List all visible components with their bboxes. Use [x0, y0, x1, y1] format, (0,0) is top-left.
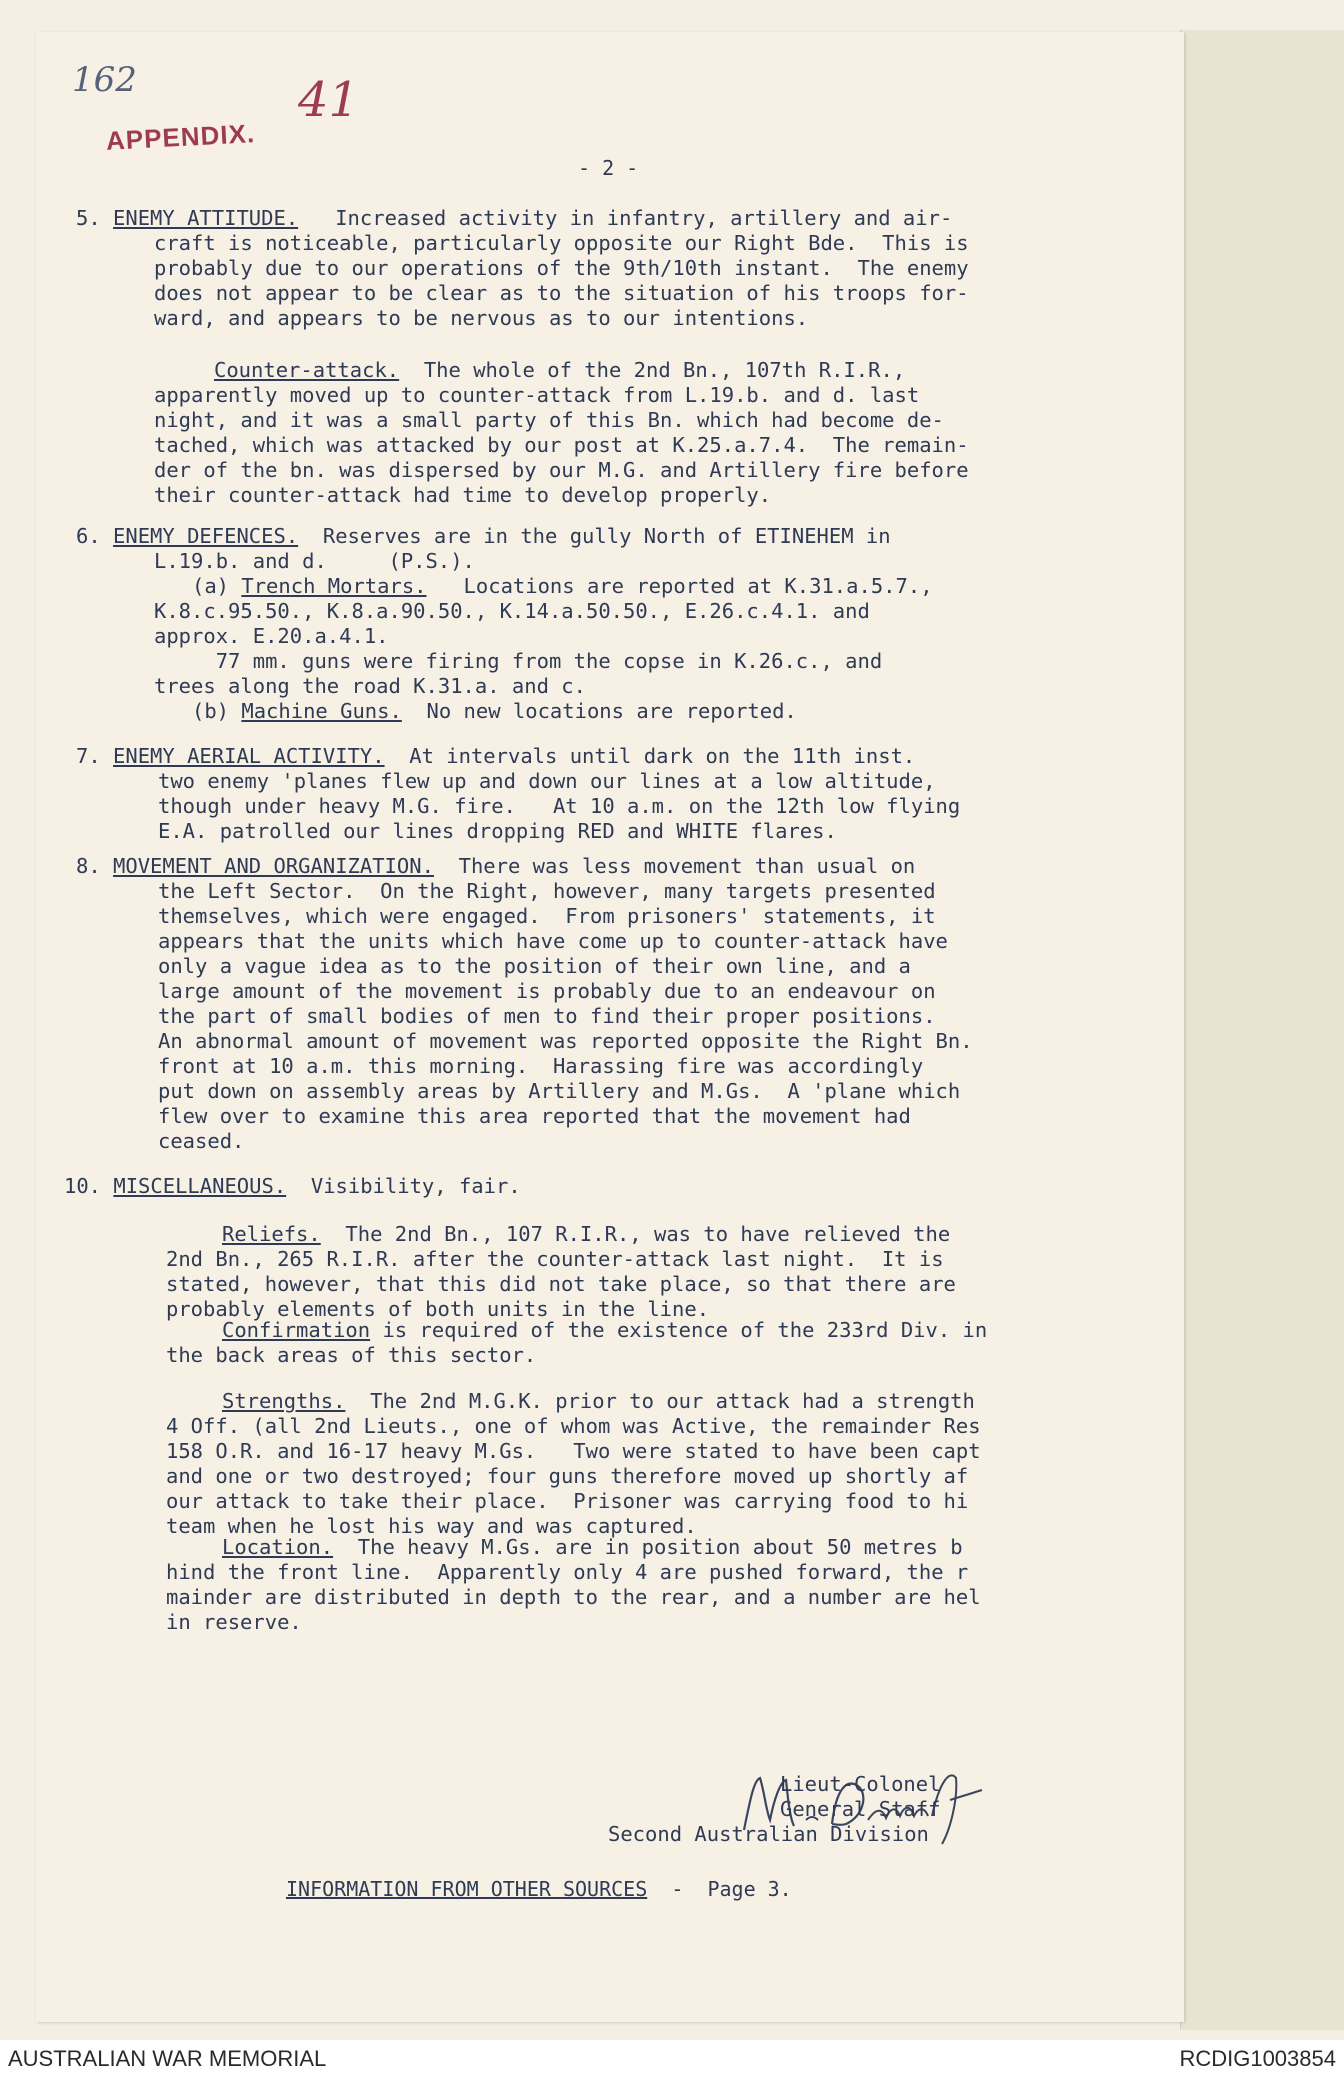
section-text: There was less movement than usual on: [433, 854, 916, 878]
footer-heading: INFORMATION FROM OTHER SOURCES: [286, 1877, 648, 1901]
section-5-body: craft is noticeable, particularly opposite our Right Bde. This is probably due to our operations of the 9th/10th instant. The enemy does not appear to be clear as to the situation of his troops for- ward, and appears to be nervous as to our intentions.: [154, 231, 969, 330]
archive-id: RCDIG1003854: [1179, 2046, 1336, 2071]
sub-text: The 2nd Bn., 107 R.I.R., was to have relieved the: [320, 1222, 951, 1246]
strengths-body: 4 Off. (all 2nd Lieuts., one of whom was Active, the remainder Res 158 O.R. and 16-17 heavy M.Gs. Two were stated to have been capt and one or two destroyed; four guns therefore moved up shortly af our attack to take their place. Prisoner was carrying food to hi team when he lost his way and was captured.: [166, 1414, 981, 1538]
section-number: 5.: [76, 206, 101, 230]
trench-mortars-heading-line: [192, 574, 933, 599]
location-body: hind the front line. Apparently only 4 are pushed forward, the r mainder are distributed in depth to the rear, and a number are hel in reserve.: [166, 1560, 981, 1634]
footer-page-ref: - Page 3.: [647, 1877, 792, 1901]
sub-heading: Reliefs.: [222, 1222, 321, 1246]
archive-credit: AUSTRALIAN WAR MEMORIAL: [8, 2046, 327, 2071]
sub-text: is required of the existence of the 233rd Div. in: [370, 1318, 988, 1342]
sub-text: The heavy M.Gs. are in position about 50 metres b: [333, 1535, 963, 1559]
confirmation-heading-line: [222, 1318, 987, 1343]
sub-heading: Strengths.: [222, 1389, 346, 1413]
section-heading: ENEMY AERIAL ACTIVITY.: [113, 744, 385, 768]
signature-for-line: General Staff: [780, 1797, 941, 1821]
sub-heading: Location.: [222, 1535, 334, 1559]
sub-heading: Counter-attack.: [214, 358, 400, 382]
sub-heading: Machine Guns.: [241, 699, 402, 723]
location-heading-line: [222, 1535, 963, 1560]
document-page: [36, 32, 1184, 2022]
handwritten-appendix-number: 41: [298, 72, 360, 128]
section-text: Visibility, fair.: [286, 1174, 521, 1198]
sub-text: No new locations are reported.: [401, 699, 797, 723]
section-heading: MISCELLANEOUS.: [113, 1174, 287, 1198]
section-number: 8.: [76, 854, 101, 878]
confirmation-body: the back areas of this sector.: [166, 1343, 537, 1367]
counter-attack-heading-line: [214, 358, 905, 383]
item-prefix: (a): [192, 574, 242, 598]
sub-text: The whole of the 2nd Bn., 107th R.I.R.,: [399, 358, 906, 382]
section-7-body: two enemy 'planes flew up and down our lines at a low altitude, though under heavy M.G. fire. At 10 a.m. on the 12th low flying E.A. patrolled our lines dropping RED and WHITE flares.: [158, 769, 961, 843]
underlying-page: [1180, 30, 1344, 2030]
sub-text: The 2nd M.G.K. prior to our attack had a strength: [345, 1389, 975, 1413]
signature-division: Second Australian Division: [608, 1822, 929, 1846]
counter-attack-body: apparently moved up to counter-attack from L.19.b. and d. last night, and it was a small party of this Bn. which had become de- tached, which was attacked by our post at K.25.a.7.4. The remain- der of the bn. was dispersed by our M.G. and Artillery fire before their counter-attack had time to develop properly.: [154, 383, 969, 507]
appendix-stamp: APPENDIX.: [105, 118, 256, 156]
machine-guns-line: [192, 699, 797, 724]
sub-heading: Confirmation: [222, 1318, 371, 1342]
section-8-body: the Left Sector. On the Right, however, many targets presented themselves, which were engaged. From prisoners' statements, it appears that the units which have come up to counter-attack have only a vague idea as to the position of their own line, and a large amount of the movement is probably due to an endeavour on the part of small bodies of men to find their proper positions. An abnormal amount of movement was reported opposite the Right Bn. front at 10 a.m. this morning. Harassing fire was accordingly put down on assembly areas by Artillery and M.Gs. A 'plane which flew over to examine this area reported that the movement had ceased.: [158, 879, 973, 1153]
next-page-footer: [286, 1877, 792, 1901]
section-heading: ENEMY ATTITUDE.: [113, 206, 299, 230]
page-number: - 2 -: [578, 156, 639, 180]
sub-heading: Trench Mortars.: [241, 574, 427, 598]
reliefs-body: 2nd Bn., 265 R.I.R. after the counter-attack last night. It is stated, however, that this did not take place, so that there are probably elements of both units in the line.: [166, 1247, 956, 1321]
section-10-heading-line: [64, 1174, 521, 1199]
section-6-line-2: L.19.b. and d. (P.S.).: [154, 549, 475, 573]
reliefs-heading-line: [222, 1222, 950, 1247]
strengths-heading-line: [222, 1389, 975, 1414]
trench-mortars-body: K.8.c.95.50., K.8.a.90.50., K.14.a.50.50., E.26.c.4.1. and approx. E.20.a.4.1. 77 mm. guns were firing from the copse in K.26.c., and trees along the road K.31.a. and c.: [154, 599, 883, 698]
section-6-heading-line: [76, 524, 891, 549]
section-text: Reserves are in the gully North of ETINEHEM in: [298, 524, 891, 548]
sub-text: Locations are reported at K.31.a.5.7.,: [426, 574, 933, 598]
section-8-heading-line: [76, 854, 915, 879]
section-number: 7.: [76, 744, 101, 768]
handwritten-page-number: 162: [72, 60, 137, 100]
section-heading: MOVEMENT AND ORGANIZATION.: [113, 854, 434, 878]
section-text: Increased activity in infantry, artillery and air-: [298, 206, 953, 230]
section-text: At intervals until dark on the 11th inst.: [384, 744, 916, 768]
item-prefix: (b): [192, 699, 242, 723]
section-heading: ENEMY DEFENCES.: [113, 524, 299, 548]
section-7-heading-line: [76, 744, 915, 769]
section-number: 6.: [76, 524, 101, 548]
signature-rank: Lieut-Colonel: [780, 1772, 941, 1796]
section-5-heading-line: [76, 206, 952, 231]
section-number: 10.: [64, 1174, 102, 1198]
